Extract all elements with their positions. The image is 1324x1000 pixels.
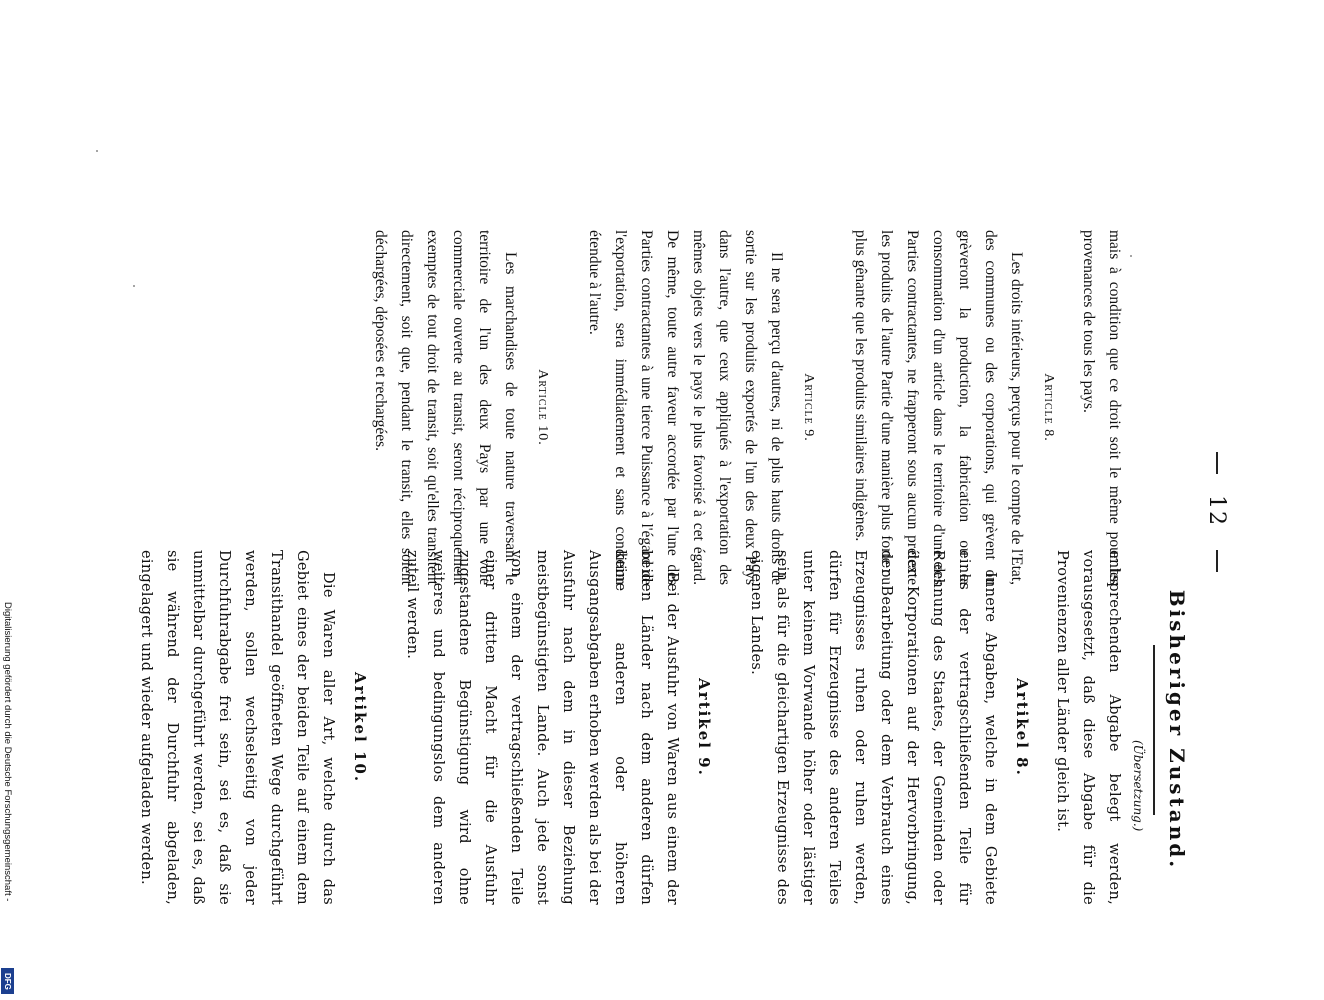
digitization-credit bbox=[0, 600, 16, 1000]
column-title: Bisheriger Zustand. bbox=[1165, 589, 1189, 871]
scan-speck bbox=[1130, 255, 1132, 257]
dfg-logo: DFG bbox=[1, 968, 14, 994]
french-article-9-text: Il ne sera perçu d'autres, ni de plus hauts droits de sortie sur les produits exportés de l'un des deux Pays dans l'autre, que ceux appliqués à l'exportation des mêmes objets vers le pays le plus favorisé à cet égard. De même, toute autre faveur accordée par l'une des Parties contractantes à une tierce Puissance à l'égard de l'exportation, sera immédiatement et sans condition étendue à l'autre. bbox=[586, 230, 785, 585]
german-intro: entsprechenden Abgabe belegt werden, vorausgesetzt, daß diese Abgabe für die Provenienzen aller Länder gleich ist. bbox=[1054, 550, 1122, 905]
french-article-9-heading: Article 9. bbox=[801, 373, 816, 442]
scan-speck bbox=[96, 150, 98, 152]
page-number-dash-right bbox=[1216, 550, 1218, 572]
page-number-dash-left bbox=[1216, 452, 1218, 474]
french-article-10-text: Les marchandises de toute nature traversant le territoire de l'un des deux Pays par une voie commerciale ouverte au transit, seront réciproquement exemptes de tout droit de transit, soit qu'elles transitent directement, soit que, pendant le transit, elles soient déchargées, déposées et rechargées. bbox=[372, 230, 519, 585]
german-article-9-heading: Artikel 9. bbox=[695, 678, 713, 777]
credit-text: Digitalisierung gefördert durch die Deutsche Forschungsgemeinschaft - bbox=[2, 602, 13, 902]
french-intro: mais à condition que ce droit soit le même pour les provenances de tous les pays. bbox=[1080, 230, 1123, 585]
french-article-8-text: Les droits intérieurs, perçus pour le compte de l'Etat, des communes ou des corporations, qui grèvent ou grèveront la production, la fabrication ou la consommation d'un article dans le territoire d'une des Parties contractantes, ne frapperont sous aucun prétexte les produits de l'autre Partie d'une manière plus forte ou plus gênante que les produits similaires indigènes. bbox=[852, 230, 1025, 585]
scan-speck bbox=[133, 285, 135, 287]
german-article-8-heading: Artikel 8. bbox=[1013, 678, 1031, 777]
german-article-9-text: Bei der Ausfuhr von Waren aus einem der beiden Länder nach dem anderen dürfen keine anderen oder höheren Ausgangsabgaben erhoben werden als bei der Ausfuhr nach dem in dieser Beziehung meistbegünstigten Lande. Auch jede sonst von einem der vertragschließenden Teile einer dritten Macht für die Ausfuhr zugestandene Begünstigung wird ohne weiteres und bedingungslos dem anderen zuteil werden. bbox=[404, 550, 680, 905]
german-column bbox=[133, 550, 1127, 905]
french-article-8-heading: Article 8. bbox=[1041, 373, 1056, 442]
translation-note: (Übersetzung.) bbox=[1131, 740, 1145, 832]
german-article-8-text: Innere Abgaben, welche in dem Gebiete eines der vertragschließenden Teile für Rechnung des Staates, der Gemeinden oder der Korporationen auf der Hervorbringung, der Bearbeitung oder dem Verbrauch eines Erzeugnisses ruhen oder ruhen werden, dürfen für Erzeugnisse des anderen Teiles unter keinem Vorwande höher oder lästiger sein als für die gleichartigen Erzeugnisse des eigenen Landes. bbox=[748, 550, 998, 905]
page-number: 12 bbox=[1204, 495, 1229, 527]
french-column bbox=[367, 230, 1127, 585]
german-article-10-text: Die Waren aller Art, welche durch das Gebiet eines der beiden Teile auf einem dem Transithandel geöffneten Wege durchgeführt werden, sollen wechselseitig von jeder Durchfuhrabgabe frei sein, sei es, daß sie unmittelbar durchgeführt werden, sei es, daß sie während der Durchfuhr abgeladen, eingelagert und wieder aufgeladen werden. bbox=[138, 550, 336, 905]
rotated-document-page bbox=[135, 70, 1235, 970]
german-article-10-heading: Artikel 10. bbox=[351, 671, 369, 784]
title-rule bbox=[1153, 645, 1155, 815]
french-article-10-heading: Article 10. bbox=[535, 369, 550, 446]
